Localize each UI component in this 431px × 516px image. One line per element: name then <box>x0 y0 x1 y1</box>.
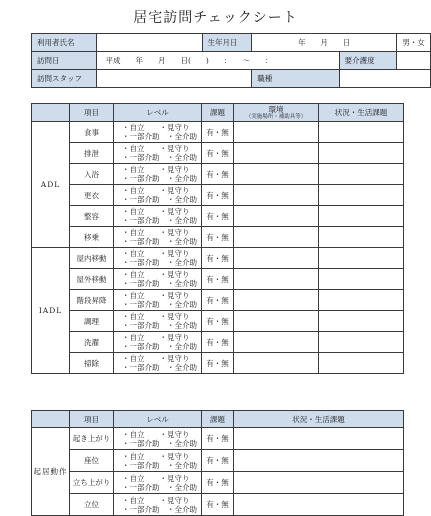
status-cell[interactable] <box>234 428 404 450</box>
env-cell[interactable] <box>234 185 319 206</box>
section-label: 起居動作 <box>32 428 70 516</box>
item-label: 更衣 <box>70 185 114 206</box>
visit-date-label: 訪問日 <box>32 52 97 70</box>
env-cell[interactable] <box>234 227 319 248</box>
care-level-field[interactable] <box>397 52 431 70</box>
status-cell[interactable] <box>319 227 404 248</box>
env-cell[interactable] <box>234 206 319 227</box>
section-label: IADL <box>32 248 70 374</box>
user-name-field[interactable] <box>97 34 202 52</box>
issue-yes-no[interactable]: 有・無 <box>202 143 234 164</box>
staff-field[interactable] <box>97 70 252 88</box>
adl-iadl-table <box>31 103 404 374</box>
env-cell[interactable] <box>234 143 319 164</box>
level-option-line: ・自立 ・見守り <box>122 123 190 132</box>
issue-yes-no[interactable]: 有・無 <box>202 472 234 494</box>
bottom-row-level-options[interactable] <box>114 472 202 494</box>
table-row <box>32 185 404 206</box>
status-cell[interactable] <box>319 164 404 185</box>
issue-yes-no[interactable]: 有・無 <box>202 164 234 185</box>
issue-yes-no[interactable]: 有・無 <box>202 353 234 374</box>
row-level-options[interactable] <box>114 122 202 143</box>
item-label: 排泄 <box>70 143 114 164</box>
level-option-line: ・一部介助 ・全介助 <box>122 300 197 309</box>
level-option-line: ・一部介助 ・全介助 <box>122 460 197 470</box>
level-option-line: ・自立 ・見守り <box>122 451 190 461</box>
level-option-line: ・一部介助 ・全介助 <box>122 153 197 162</box>
level-option-line: ・一部介助 ・全介助 <box>122 482 197 492</box>
movement-table <box>31 410 404 516</box>
item-label: 座位 <box>70 450 114 472</box>
env-cell[interactable] <box>234 311 319 332</box>
table-row <box>32 164 404 185</box>
issue-yes-no[interactable]: 有・無 <box>202 248 234 269</box>
item-label: 立ち上がり <box>70 472 114 494</box>
job-label: 職種 <box>252 70 339 88</box>
status-cell[interactable] <box>234 472 404 494</box>
level-option-line: ・自立 ・見守り <box>122 186 190 195</box>
issue-yes-no[interactable]: 有・無 <box>202 227 234 248</box>
issue-yes-no[interactable]: 有・無 <box>202 494 234 516</box>
birth-field[interactable]: 年 月 日 <box>252 34 397 52</box>
item-label: 調理 <box>70 311 114 332</box>
level-option-line: ・自立 ・見守り <box>122 144 190 153</box>
item-label: 階段昇降 <box>70 290 114 311</box>
issue-yes-no[interactable]: 有・無 <box>202 185 234 206</box>
level-option-line: ・自立 ・見守り <box>122 312 190 321</box>
status-cell[interactable] <box>319 290 404 311</box>
level-option-line: ・一部介助 ・全介助 <box>122 504 197 514</box>
level-option-line: ・自立 ・見守り <box>122 165 190 174</box>
bottom-level-header: レベル <box>114 411 202 428</box>
row-level-options[interactable] <box>114 185 202 206</box>
level-option-line: ・自立 ・見守り <box>122 207 190 216</box>
row-level-options[interactable] <box>114 332 202 353</box>
table-row <box>32 206 404 227</box>
level-option-line: ・一部介助 ・全介助 <box>122 132 197 141</box>
level-option-line: ・自立 ・見守り <box>122 354 190 363</box>
bottom-row-level-options[interactable] <box>114 428 202 450</box>
item-label: 掃除 <box>70 353 114 374</box>
table-row <box>32 227 404 248</box>
table-row <box>32 494 404 516</box>
issue-yes-no[interactable]: 有・無 <box>202 450 234 472</box>
level-option-line: ・自立 ・見守り <box>122 291 190 300</box>
row-level-options[interactable] <box>114 248 202 269</box>
level-option-line: ・自立 ・見守り <box>122 495 190 505</box>
item-label: 洗濯 <box>70 332 114 353</box>
row-level-options[interactable] <box>114 353 202 374</box>
level-option-line: ・自立 ・見守り <box>122 249 190 258</box>
care-level-label: 要介護度 <box>339 52 397 70</box>
issue-header: 課題 <box>202 104 234 122</box>
item-label: 入浴 <box>70 164 114 185</box>
section-label: ADL <box>32 122 70 248</box>
level-option-line: ・一部介助 ・全介助 <box>122 279 197 288</box>
visit-date-field[interactable]: 平成 年 月 日( ) ： ～ ： <box>97 52 339 70</box>
level-option-line: ・一部介助 ・全介助 <box>122 342 197 351</box>
issue-yes-no[interactable]: 有・無 <box>202 311 234 332</box>
env-cell[interactable] <box>234 353 319 374</box>
env-header-label: 環境 <box>268 105 284 114</box>
staff-label: 訪問スタッフ <box>32 70 97 88</box>
env-cell[interactable] <box>234 122 319 143</box>
table-row <box>32 311 404 332</box>
level-option-line: ・一部介助 ・全介助 <box>122 363 197 372</box>
status-cell[interactable] <box>319 206 404 227</box>
item-header: 項目 <box>70 104 114 122</box>
table-row <box>32 472 404 494</box>
issue-yes-no[interactable]: 有・無 <box>202 269 234 290</box>
bottom-row-level-options[interactable] <box>114 450 202 472</box>
row-level-options[interactable] <box>114 290 202 311</box>
item-label: 屋外移動 <box>70 269 114 290</box>
level-option-line: ・一部介助 ・全介助 <box>122 321 197 330</box>
status-cell[interactable] <box>319 122 404 143</box>
table-row <box>32 269 404 290</box>
bottom-issue-header: 課題 <box>202 411 234 428</box>
level-option-line: ・一部介助 ・全介助 <box>122 174 197 183</box>
page-title: 居宅訪問チェックシート <box>133 10 298 26</box>
env-cell[interactable] <box>234 332 319 353</box>
status-cell[interactable] <box>319 248 404 269</box>
blank-header-cell <box>32 104 70 122</box>
row-level-options[interactable] <box>114 269 202 290</box>
status-cell[interactable] <box>234 494 404 516</box>
level-option-line: ・一部介助 ・全介助 <box>122 438 197 448</box>
table-row <box>32 122 404 143</box>
bottom-row-level-options[interactable] <box>114 494 202 516</box>
status-cell[interactable] <box>319 185 404 206</box>
birth-label: 生年月日 <box>202 34 252 52</box>
row-level-options[interactable] <box>114 164 202 185</box>
item-label: 移乗 <box>70 227 114 248</box>
env-header-sub: （実施場所・補助具等） <box>245 114 307 120</box>
env-header <box>234 104 319 122</box>
status-cell[interactable] <box>319 269 404 290</box>
bottom-status-header: 状況・生活課題 <box>234 411 404 428</box>
level-option-line: ・一部介助 ・全介助 <box>122 237 197 246</box>
table-row <box>32 332 404 353</box>
table-row <box>32 248 404 269</box>
row-level-options[interactable] <box>114 143 202 164</box>
bottom-blank-header <box>32 411 70 428</box>
row-level-options[interactable] <box>114 206 202 227</box>
visitor-info-table <box>31 33 431 88</box>
table-row <box>32 143 404 164</box>
row-level-options[interactable] <box>114 227 202 248</box>
status-cell[interactable] <box>319 332 404 353</box>
bottom-item-header: 項目 <box>70 411 114 428</box>
env-cell[interactable] <box>234 269 319 290</box>
item-label: 立位 <box>70 494 114 516</box>
env-cell[interactable] <box>234 164 319 185</box>
item-label: 食事 <box>70 122 114 143</box>
item-label: 屋内移動 <box>70 248 114 269</box>
level-header: レベル <box>114 104 202 122</box>
level-option-line: ・自立 ・見守り <box>122 228 190 237</box>
status-cell[interactable] <box>319 143 404 164</box>
level-option-line: ・自立 ・見守り <box>122 429 190 439</box>
row-level-options[interactable] <box>114 311 202 332</box>
table-row <box>32 353 404 374</box>
item-label: 整容 <box>70 206 114 227</box>
issue-yes-no[interactable]: 有・無 <box>202 290 234 311</box>
env-cell[interactable] <box>234 248 319 269</box>
issue-yes-no[interactable]: 有・無 <box>202 332 234 353</box>
table-row <box>32 290 404 311</box>
level-option-line: ・一部介助 ・全介助 <box>122 258 197 267</box>
gender-field[interactable]: 男・女 <box>397 34 431 52</box>
user-name-label: 利用者氏名 <box>32 34 97 52</box>
table-row <box>32 450 404 472</box>
level-option-line: ・一部介助 ・全介助 <box>122 195 197 204</box>
status-header: 状況・生活課題 <box>319 104 404 122</box>
level-option-line: ・自立 ・見守り <box>122 333 190 342</box>
level-option-line: ・自立 ・見守り <box>122 270 190 279</box>
table-row <box>32 428 404 450</box>
job-field[interactable] <box>339 70 430 88</box>
status-cell[interactable] <box>234 450 404 472</box>
status-cell[interactable] <box>319 311 404 332</box>
issue-yes-no[interactable]: 有・無 <box>202 428 234 450</box>
env-cell[interactable] <box>234 290 319 311</box>
issue-yes-no[interactable]: 有・無 <box>202 122 234 143</box>
level-option-line: ・自立 ・見守り <box>122 473 190 483</box>
level-option-line: ・一部介助 ・全介助 <box>122 216 197 225</box>
item-label: 起き上がり <box>70 428 114 450</box>
issue-yes-no[interactable]: 有・無 <box>202 206 234 227</box>
status-cell[interactable] <box>319 353 404 374</box>
